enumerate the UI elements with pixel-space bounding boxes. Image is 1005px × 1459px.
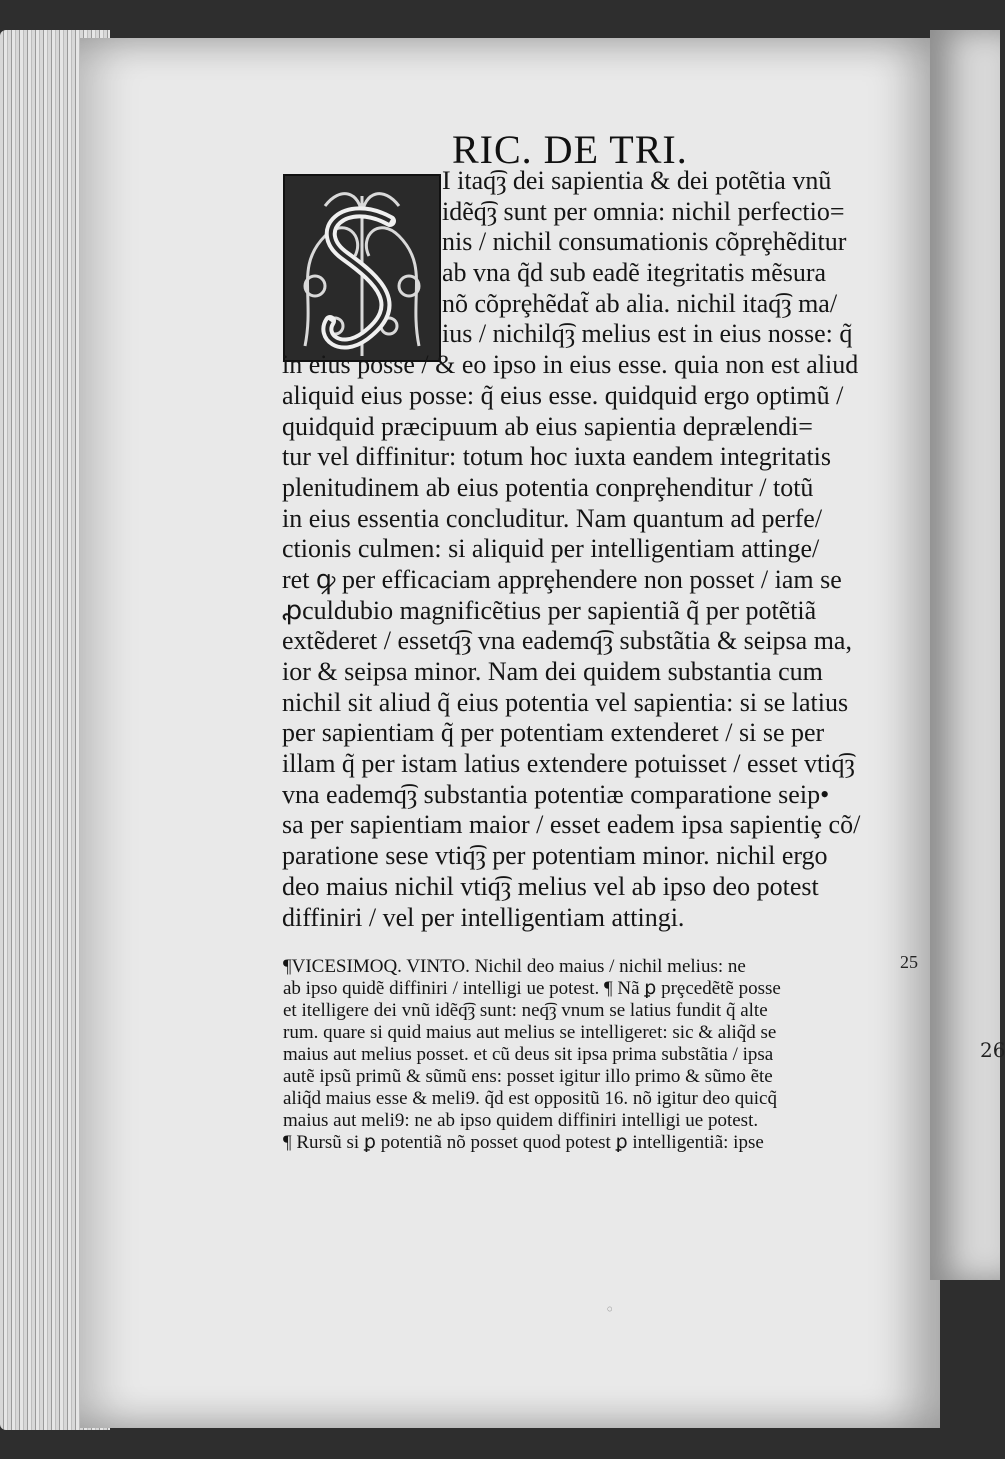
text-line: nis / nichil consumationis cõprȩhẽditur: [442, 227, 847, 257]
commentary-line: maius aut meli9: ne ab ipso quidem diffiniri intelligi ue potest.: [283, 1110, 759, 1131]
running-title: RIC. DE TRI.: [452, 127, 688, 172]
text-line: in eius posse / & eo ipso in eius esse. quia non est aliud: [282, 350, 859, 380]
text-line: nichil sit aliud q̃ eius potentia vel sapientia: si se latius: [282, 687, 849, 717]
text-line: idẽq͡ȝ sunt per omnia: nichil perfectio=: [442, 196, 845, 226]
text-line: plenitudinem ab eius potentia conprȩhenditur / totũ: [282, 472, 814, 502]
text-line: tur vel diffinitur: totum hoc iuxta eandem integritatis: [282, 442, 832, 472]
text-line: I itaq͡ȝ dei sapientia & dei potẽtia vnũ: [442, 166, 832, 195]
text-line: ꝓculdubio magnificẽtius per sapientiã q̃ per potẽtiã: [282, 595, 817, 625]
commentary-line: rum. quare si quid maius aut melius se intelligeret: sic & aliq̃d se: [283, 1022, 777, 1043]
text-line: per sapientiam q̃ per potentiam extenderet / si se per: [282, 718, 825, 748]
text-line: quidquid præcipuum ab eius sapientia deprælendi=: [282, 411, 813, 441]
text-line: extẽderet / essetq͡ȝ vna eademq͡ȝ substãtia & seipsa ma,: [282, 626, 852, 656]
commentary-line: ab ipso quidẽ diffiniri / intelligi ue potest. ¶ Nã ꝑ prȩcedẽtẽ posse: [283, 978, 781, 999]
text-line: nõ cõprȩhẽdat̃ ab alia. nichil itaq͡ȝ ma/: [442, 288, 838, 318]
text-line: ab vna q̃d sub eadẽ itegritatis mẽsura: [442, 258, 827, 288]
commentary-line: aliq̃d maius esse & meli9. q̃d est oppositũ 16. nõ igitur deo quicq̃: [283, 1088, 777, 1109]
commentary-line: ¶ Rursũ si ꝑ potentiã nõ posset quod potest ꝑ intelligentiã: ipse: [283, 1132, 764, 1153]
text-line: diffiniri / vel per intelligentiam attingi.: [282, 902, 685, 932]
commentary-line: autẽ ipsũ primũ & sũmũ ens: posset igitur illo primo & sũmo ẽte: [283, 1066, 773, 1087]
facing-page-number: 26: [980, 1038, 1005, 1062]
text-line: illam q̃ per istam latius extendere potuisset / esset vtiq͡ȝ: [282, 749, 855, 779]
commentary-line: ¶VICESIMOQ. VINTO. Nichil deo maius / nichil melius: ne: [283, 956, 746, 977]
commentary-line: et itelligere dei vnũ idẽq͡ȝ sunt: neq͡ȝ vnum se latius fundit q̃ alte: [283, 1000, 768, 1021]
text-line: ret ꝙ per efficaciam apprȩhendere non posset / iam se: [282, 564, 842, 594]
text-line: ctionis culmen: si aliquid per intelligentiam attinge/: [282, 534, 820, 564]
text-line: ior & seipsa minor. Nam dei quidem substantia cum: [282, 657, 823, 686]
commentary-line: maius aut melius posset. et cũ deus sit ipsa prima substãtia / ipsa: [283, 1044, 774, 1065]
page-mark: ◦: [605, 1300, 615, 1319]
text-line: aliquid eius posse: q̃ eius esse. quidquid ergo optimũ /: [282, 380, 844, 410]
text-line: sa per sapientiam maior / esset eadem ipsa sapientiȩ cõ/: [282, 810, 861, 840]
main-text-block: [282, 166, 892, 933]
text-line: deo maius nichil vtiq͡ȝ melius vel ab ipso deo potest: [282, 871, 819, 901]
commentary-block: [283, 956, 903, 1154]
text-line: paratione sese vtiq͡ȝ per potentiam minor. nichil ergo: [282, 841, 828, 871]
margin-note-number: 25: [900, 952, 918, 972]
text-line: ius / nichilq͡ȝ melius est in eius nosse: q̃: [442, 319, 853, 349]
text-line: vna eademq͡ȝ substantia potentiæ comparatione seip•: [282, 779, 830, 809]
text-line: in eius essentia concluditur. Nam quantum ad perfe/: [282, 503, 823, 533]
facing-page-edge: [930, 30, 1005, 1280]
